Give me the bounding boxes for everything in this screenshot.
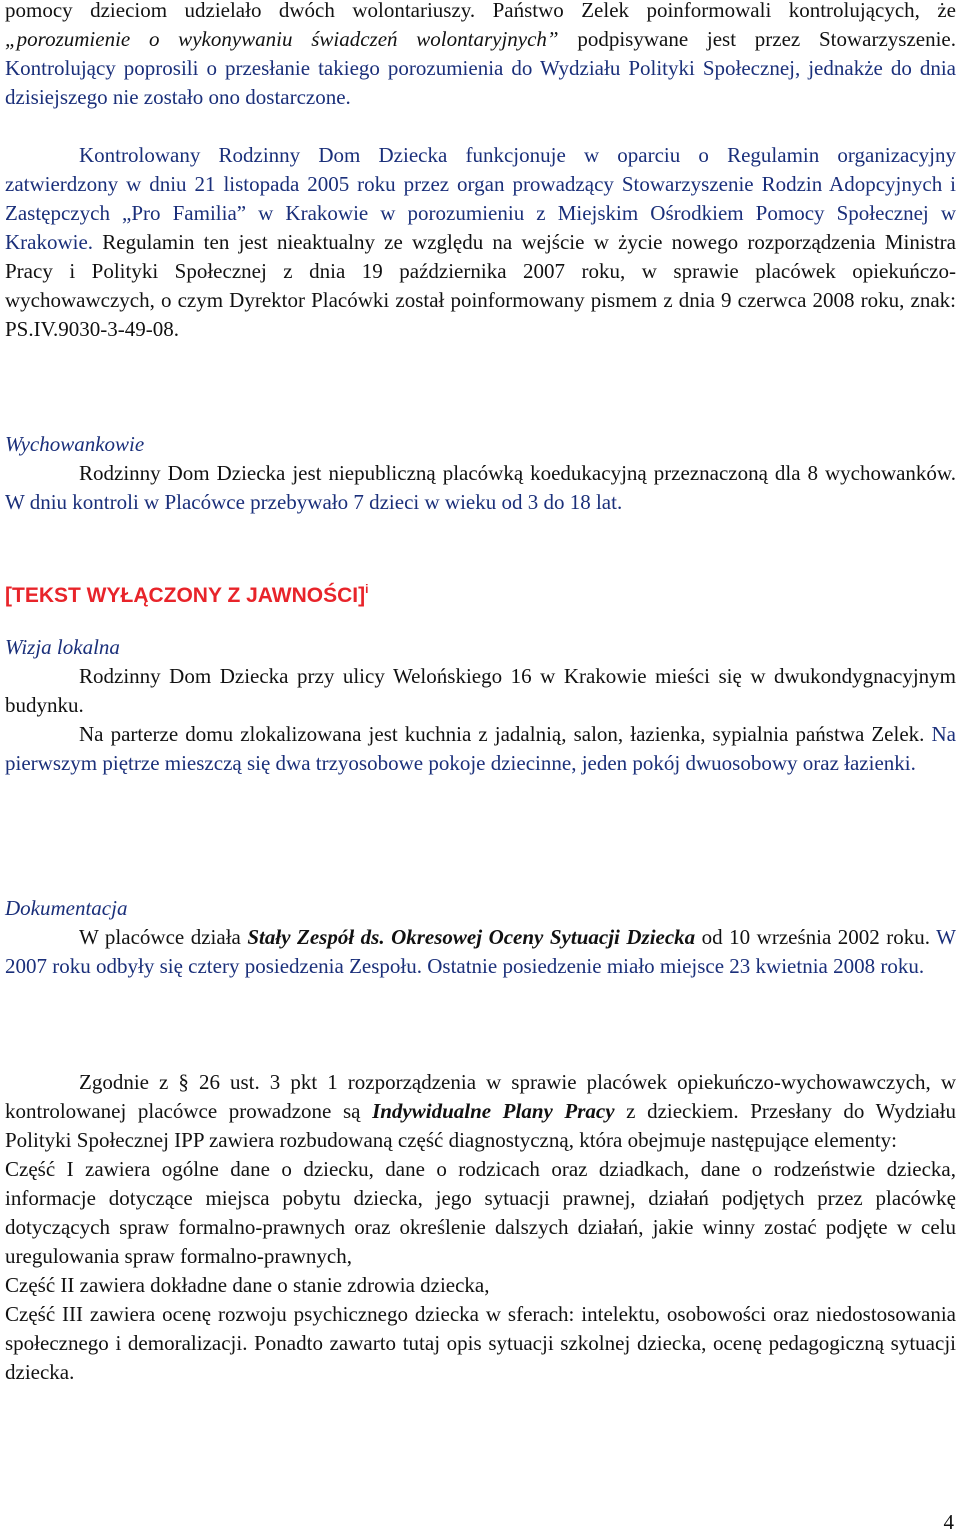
wizja-text-a: Na parterze domu zlokalizowana jest kuchnia z jadalnią, salon, łazienka, sypialnia państwa Zelek. [79, 722, 925, 746]
wizja-paragraph-1: Rodzinny Dom Dziecka przy ulicy Welońskiego 16 w Krakowie mieści się w dwukondygnacyjnym budynku. [5, 664, 956, 717]
dokumentacja-section [5, 894, 956, 981]
wychowankowie-heading: Wychowankowie [5, 432, 145, 456]
ipp-text-a: Zgodnie z § 26 ust. 3 pkt 1 rozporządzenia w sprawie placówek opiekuńczo-wychowawczych, w kontrolowanej placówce prowadzone są [5, 1070, 956, 1123]
regulamin-paragraph [5, 141, 956, 344]
page-number: 4 [943, 1510, 954, 1534]
dokumentacja-text-b: od 10 września 2002 roku. [695, 925, 931, 949]
regulamin-text-b: Regulamin ten jest nieaktualny ze względu na wejście w życie nowego rozporządzenia Ministra Pracy i Polityki Społecznej z dnia 19 października 2007 roku, w sprawie placówek opiekuńczo-wychowawczych, o czym Dyrektor Placówki został poinformowany pismem z dnia 9 czerwca 2008 roku, znak: PS.IV.9030-3-49-08. [5, 230, 956, 341]
ipp-section [5, 1068, 956, 1387]
ipp-plan-name: Indywidualne Plany Pracy [372, 1099, 615, 1123]
wychowankowie-paragraph [5, 459, 956, 517]
intro-paragraph [5, 0, 956, 112]
dokumentacja-heading: Dokumentacja [5, 896, 128, 920]
dokumentacja-team-name: Stały Zespół ds. Okresowej Oceny Sytuacji Dziecka [247, 925, 696, 949]
regulamin-section [5, 141, 956, 344]
ipp-paragraph [5, 1068, 956, 1155]
redaction-footnote-marker: i [365, 582, 369, 596]
ipp-part-2: Część II zawiera dokładne dane o stanie zdrowia dziecka, [5, 1273, 490, 1297]
dokumentacja-paragraph [5, 923, 956, 981]
intro-text-a: pomocy dzieciom udzielało dwóch wolontariuszy. Państwo Zelek poinformowali kontrolujących, że [5, 0, 956, 22]
intro-quote: „porozumienie o wykonywaniu świadczeń wolontaryjnych” [5, 27, 559, 51]
wychowankowie-section [5, 430, 956, 517]
wychowankowie-text-b: W dniu kontroli w Placówce przebywało 7 dzieci w wieku od 3 do 18 lat. [5, 490, 623, 514]
redaction-notice [5, 575, 956, 610]
redaction-section [5, 575, 956, 610]
ipp-part-3: Część III zawiera ocenę rozwoju psychicznego dziecka w sferach: intelektu, osobowości oraz niedostosowania społecznego i demoralizacji. Ponadto zawarto tutaj opis sytuacji szkolnej dziecka, ocenę pedagogiczną sytuacji dziecka. [5, 1302, 956, 1384]
ipp-part-1: Część I zawiera ogólne dane o dziecku, dane o rodzicach oraz dziadkach, dane o rodzeństwie dziecka, informacje dotyczące miejsca pobytu dziecka, jego sytuacji prawnej, działań podjętych przez placówkę dotyczących spraw formalno-prawnych oraz określenie dalszych działań, jakie winny zostać podjęte w celu uregulowania spraw formalno-prawnych, [5, 1157, 956, 1268]
intro-text-c: Kontrolujący poprosili o przesłanie takiego porozumienia do Wydziału Polityki Społecznej, jednakże do dnia dzisiejszego nie zostało ono dostarczone. [5, 56, 956, 109]
regulamin-text-a: Kontrolowany Rodzinny Dom Dziecka funkcjonuje w oparciu o Regulamin organizacyjny zatwierdzony w dniu 21 listopada 2005 roku przez organ prowadzący Stowarzyszenie Rodzin Adopcyjnych i Zastępczych „Pro Familia” w Krakowie w porozumieniu z Miejskim Ośrodkiem Pomocy Społecznej w Krakowie. [5, 143, 956, 254]
ipp-text-b: z dzieckiem. Przesłany do Wydziału Polityki Społecznej IPP zawiera rozbudowaną część diagnostyczną, która obejmuje następujące elementy: [5, 1099, 957, 1152]
intro-section [5, 0, 956, 112]
wizja-paragraph-2 [5, 720, 956, 778]
redaction-text: [TEKST WYŁĄCZONY Z JAWNOŚCI] [5, 584, 366, 607]
dokumentacja-text-c: W 2007 roku odbyły się cztery posiedzenia Zespołu. Ostatnie posiedzenie miało miejsce 23 kwietnia 2008 roku. [5, 925, 956, 978]
wychowankowie-text-a: Rodzinny Dom Dziecka jest niepubliczną placówką koedukacyjną przeznaczoną dla 8 wychowanków. [79, 461, 956, 485]
dokumentacja-text-a: W placówce działa [79, 925, 248, 949]
wizja-heading: Wizja lokalna [5, 635, 120, 659]
wizja-text-b: Na pierwszym piętrze mieszczą się dwa trzyosobowe pokoje dziecinne, jeden pokój dwuosobowy oraz łazienki. [5, 722, 956, 775]
intro-text-b: podpisywane jest przez Stowarzyszenie. [558, 27, 956, 51]
wizja-section [5, 633, 956, 778]
